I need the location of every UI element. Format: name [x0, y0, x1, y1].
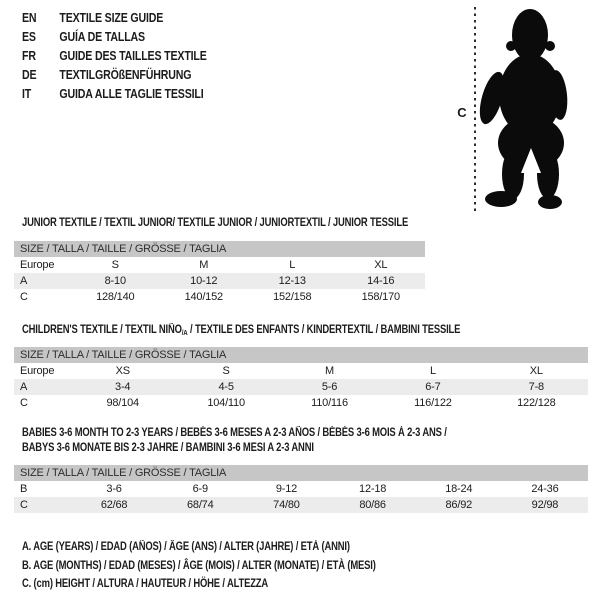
- table-row: [14, 481, 588, 497]
- table-cell: 128/140: [96, 291, 135, 303]
- table-row: [14, 363, 588, 379]
- table-cell: 140/152: [184, 291, 223, 303]
- table-cell: 24-36: [531, 483, 559, 495]
- table-cell: 62/68: [100, 499, 128, 511]
- table-cell: 5-6: [321, 381, 338, 393]
- table-cell: M: [325, 365, 334, 377]
- title-part: / TEXTILE DES ENFANTS / KINDERTEXTIL / BAMBINI TESSILE: [187, 324, 461, 336]
- table-cell: 116/122: [414, 397, 452, 409]
- language-title: GUIDE DES TAILLES TEXTILE: [59, 48, 207, 63]
- baby-silhouette-shape: [475, 9, 570, 209]
- language-code: ES: [22, 29, 36, 44]
- table-cell: L: [429, 365, 436, 377]
- babies-title-line2: BABYS 3-6 MONATE BIS 2-3 JAHRE / BAMBINI 3-6 MESI A 2-3 ANNI: [22, 442, 314, 454]
- table-row: [14, 395, 588, 411]
- table-cell: 80/86: [359, 499, 386, 511]
- children-table-title: [22, 323, 460, 340]
- legend-line-b: B. AGE (MONTHS) / EDAD (MESES) / ÂGE (MOIS) / ALTER (MONATE) / ETÀ (MESI): [22, 559, 376, 572]
- language-row: [22, 65, 207, 84]
- table-cell: M: [199, 259, 209, 271]
- table-cell: 86/92: [445, 499, 473, 511]
- table-cell: XS: [115, 365, 130, 377]
- table-cell: 3-6: [106, 483, 122, 495]
- table-row: [14, 379, 588, 395]
- table-cell: XL: [529, 365, 543, 377]
- children-size-table: [14, 347, 588, 411]
- table-cell: 110/116: [311, 397, 348, 409]
- legend-line-c: C. (cm) HEIGHT / ALTURA / HAUTEUR / HÖHE / ALTEZZA: [22, 578, 269, 590]
- language-code: FR: [22, 48, 36, 63]
- table-cell: 92/98: [531, 499, 559, 511]
- row-label: Europe: [20, 259, 55, 271]
- table-cell: 14-16: [367, 275, 395, 287]
- baby-silhouette-icon: [470, 2, 600, 214]
- table-cell: 7-8: [528, 381, 544, 393]
- table-row: [14, 257, 425, 273]
- table-cell: 4-5: [218, 381, 234, 393]
- language-title: GUÍA DE TALLAS: [59, 29, 145, 44]
- title-subscript: /A: [181, 328, 188, 337]
- table-cell: 68/74: [186, 499, 214, 511]
- table-cell: 8-10: [104, 275, 126, 287]
- measure-legend: [22, 538, 376, 594]
- table-cell: 152/158: [273, 291, 312, 303]
- size-header-bar: SIZE / TALLA / TAILLE / GRÖSSE / TAGLIA: [14, 241, 425, 257]
- size-header-bar: SIZE / TALLA / TAILLE / GRÖSSE / TAGLIA: [14, 465, 588, 481]
- language-code: DE: [22, 67, 37, 82]
- table-cell: 18-24: [445, 483, 473, 495]
- language-title: GUIDA ALLE TAGLIE TESSILI: [59, 86, 204, 101]
- table-cell: 6-9: [192, 483, 208, 495]
- title-part: CHILDREN'S TEXTILE / TEXTIL NIÑO: [22, 324, 182, 336]
- row-label: B: [20, 483, 28, 495]
- table-row: [14, 289, 425, 305]
- language-row: [22, 8, 207, 27]
- row-label: C: [20, 499, 28, 511]
- row-label: A: [20, 275, 28, 287]
- table-cell: 122/128: [517, 397, 556, 409]
- language-title: TEXTILE SIZE GUIDE: [59, 10, 164, 25]
- table-cell: 74/80: [273, 499, 300, 511]
- language-title: TEXTILGRÖßENFÜHRUNG: [59, 67, 192, 82]
- table-cell: 3-4: [115, 381, 131, 393]
- language-row: [22, 84, 207, 103]
- row-label: C: [20, 291, 28, 303]
- table-cell: 6-7: [425, 381, 441, 393]
- size-header-bar: SIZE / TALLA / TAILLE / GRÖSSE / TAGLIA: [14, 347, 588, 363]
- babies-table-title: [22, 426, 447, 456]
- table-cell: L: [289, 259, 296, 271]
- table-cell: 12-18: [359, 483, 387, 495]
- babies-title-line1: BABIES 3-6 MONTH TO 2-3 YEARS / BEBÉS 3-6 MESES A 2-3 AÑOS / BÉBÉS 3-6 MOIS À 2-3 ANS /: [22, 427, 447, 439]
- language-row: [22, 27, 207, 46]
- table-cell: S: [111, 259, 119, 271]
- table-cell: 158/170: [361, 291, 400, 303]
- row-label: C: [20, 397, 28, 409]
- table-cell: 10-12: [190, 275, 218, 287]
- height-measure-label: C: [457, 105, 467, 120]
- language-code: EN: [22, 10, 37, 25]
- language-row: [22, 46, 207, 65]
- language-list: [22, 8, 207, 103]
- table-row: [14, 497, 588, 513]
- table-cell: S: [222, 365, 230, 377]
- row-label: Europe: [20, 365, 55, 377]
- table-cell: 104/110: [207, 397, 245, 409]
- junior-table-title: JUNIOR TEXTILE / TEXTIL JUNIOR/ TEXTILE JUNIOR / JUNIORTEXTIL / JUNIOR TESSILE: [22, 217, 409, 229]
- junior-size-table: [14, 241, 425, 305]
- legend-line-a: A. AGE (YEARS) / EDAD (AÑOS) / ÂGE (ANS) / ALTER (JAHRE) / ETÀ (ANNI): [22, 541, 350, 553]
- language-code: IT: [22, 86, 32, 101]
- table-cell: 12-13: [278, 275, 306, 287]
- table-cell: 98/104: [106, 397, 139, 409]
- row-label: A: [20, 381, 28, 393]
- babies-size-table: [14, 465, 588, 513]
- table-cell: 9-12: [275, 483, 298, 495]
- table-row: [14, 273, 425, 289]
- table-cell: XL: [374, 259, 388, 271]
